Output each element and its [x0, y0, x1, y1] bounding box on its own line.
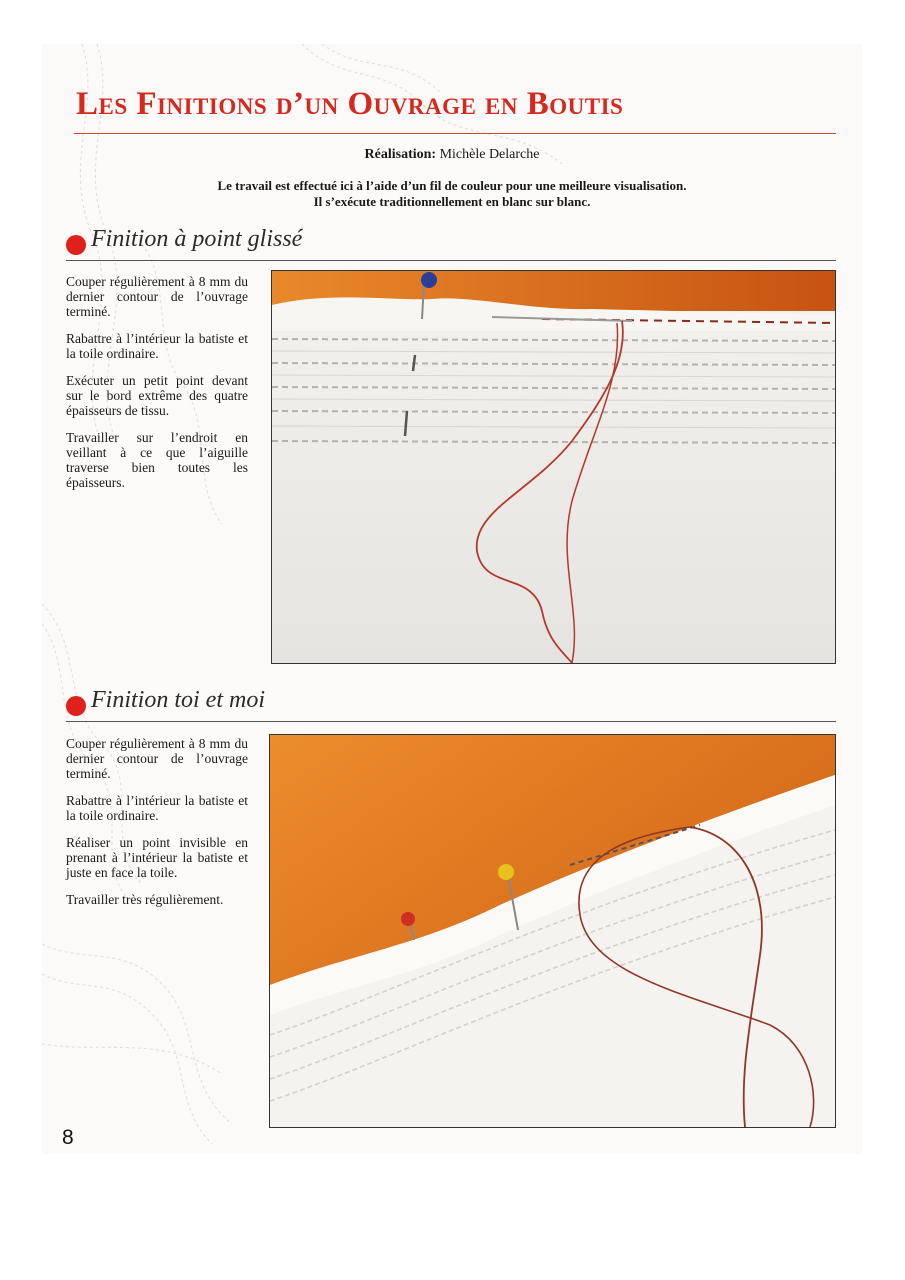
photo-toi-et-moi [269, 734, 836, 1128]
step-paragraph: Rabattre à l’intérieur la batiste et la toile ordinaire. [66, 331, 248, 361]
step-paragraph: Travailler sur l’endroit en veillant à ce que l’aiguille traverse bien toutes les épaisseurs. [66, 430, 248, 490]
section-heading-text: Finition à point glissé [91, 226, 303, 252]
section-rule [66, 260, 836, 261]
step-paragraph: Réaliser un point invisible en prenant à l’intérieur la batiste et juste en face la toile. [66, 835, 248, 880]
photo-point-glisse-illustration [272, 271, 835, 663]
intro-line: Le travail est effectué ici à l’aide d’un fil de couleur pour une meilleure visualisation. [217, 178, 687, 193]
intro-line: Il s’exécute traditionnellement en blanc sur blanc. [313, 194, 591, 209]
step-paragraph: Exécuter un petit point devant sur le bord extrême des quatre épaisseurs de tissu. [66, 373, 248, 418]
section-rule [66, 721, 836, 722]
step-paragraph: Travailler très régulièrement. [66, 892, 224, 907]
step-paragraph: Couper régulièrement à 8 mm du dernier contour de l’ouvrage terminé. [66, 736, 248, 781]
credit-line [42, 147, 862, 163]
page-title: Les Finitions d’un Ouvrage en Boutis [76, 86, 624, 122]
photo-point-glisse [271, 270, 836, 664]
section-heading-toi-et-moi [66, 687, 836, 721]
credit-name: Michèle Delarche [439, 147, 540, 162]
section-heading-text: Finition toi et moi [91, 687, 265, 713]
step-paragraph: Couper régulièrement à 8 mm du dernier contour de l’ouvrage terminé. [66, 274, 248, 319]
title-rule [74, 133, 836, 134]
page-number: 8 [62, 1126, 74, 1149]
photo-toi-et-moi-illustration [270, 735, 835, 1127]
credit-label: Réalisation: [364, 147, 437, 162]
steps-point-glisse [66, 274, 248, 502]
steps-toi-et-moi [66, 736, 248, 919]
section-heading-point-glisse [66, 226, 836, 260]
red-bullet-icon [66, 696, 86, 716]
magazine-page [42, 44, 862, 1154]
intro-text [42, 178, 862, 210]
red-bullet-icon [66, 235, 86, 255]
step-paragraph: Rabattre à l’intérieur la batiste et la toile ordinaire. [66, 793, 248, 823]
